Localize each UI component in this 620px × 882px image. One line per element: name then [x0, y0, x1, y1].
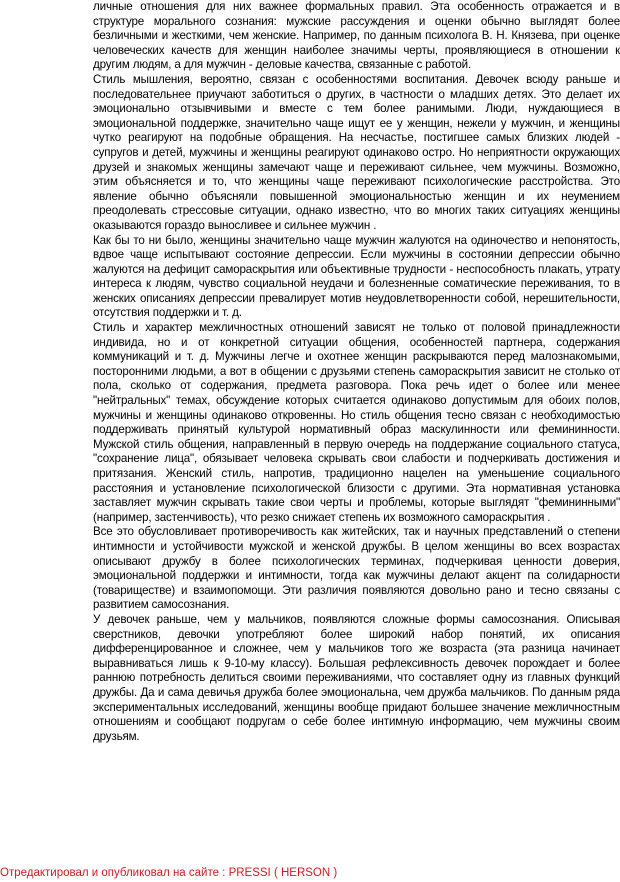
paragraph: Как бы то ни было, женщины значительно чаще мужчин жалуются на одиночество и непонятость, вдвое чаще испытывают состояние депрессии. Если мужчины в состоянии депрессии обычно жалуются на дефицит самораскрытия или объективные трудности - неспособность плакать, утрату интереса к людям, чувство социальной неудачи и болезненные соматические переживания, то в женских описаниях депрессии превалирует мотив неудовлетворенности собой, нерешительности, отсутствия поддержки и т. д.: [93, 233, 620, 320]
paragraph: Все это обусловливает противоречивость как житейских, так и научных представлений о степени интимности и устойчивости мужской и женской дружбы. В целом женщины во всех возрастах описывают дружбу в более психологических терминах, подчеркивая ценности доверия, эмоциональной поддержки и интимности, тогда как мужчины делают акцент па солидарности (товариществе) и взаимопомощи. Эти различия появляются довольно рано и тесно связаны с развитием самосознания.: [93, 525, 620, 612]
paragraph: личные отношения для них важнее формальных правил. Эта особенность отражается и в структуре морального сознания: мужские рассуждения и оценки обычно выглядят более безличными и жесткими, чем женские. Например, по данным психолога В. Н. Князева, при оценке человеческих качеств для женщин наиболее значимы черты, проявляющиеся в отношении к другим людям, а для мужчин - деловые качества, связанные с работой.: [93, 0, 620, 72]
paragraph: У девочек раньше, чем у мальчиков, появляются сложные формы самосознания. Описывая сверстников, девочки употребляют более широкий набор понятий, их описания дифференцированное и сложнее, чем у мальчиков того же возраста (эта разница начинает выравниваться лишь к 9-10-му классу). Большая рефлексивность девочек порождает и более раннюю потребность делиться своими переживаниями, что составляет одну из главных функций дружбы. Да и сама девичья дружба более эмоциональна, чем дружба мальчиков. По данным ряда экспериментальных исследований, женщины вообще придают большее значение межличностным отношениям и сообщают подругам о себе более интимную информацию, чем мужчины своим друзьям.: [93, 612, 620, 743]
paragraph: Стиль мышления, вероятно, связан с особенностями воспитания. Девочек всюду раньше и последовательнее приучают заботиться о других, в частности о младших детях. Это делает их эмоционально отзывчивыми и вместе с тем более ранимыми. Люди, нуждающиеся в эмоциональной поддержке, значительно чаще ищут ее у женщин, нежели у мужчин, и женщины чутко реагируют на подобные обращения. На несчастье, постигшее самых близких людей - супругов и детей, мужчины и женщины реагируют одинаково остро. Но неприятности окружающих друзей и знакомых женщины замечают чаще и переживают сильнее, чем мужчины. Возможно, этим объясняется и то, что женщины чаще переживают психологические расстройства. Это явление обычно объясняли повышенной эмоциональностью женщин и их неумением преодолевать стрессовые ситуации, однако известно, что во многих таких ситуациях женщины оказываются гораздо выносливее и сильнее мужчин .: [93, 72, 620, 232]
footer-credit: Отредактировал и опубликовал на сайте : PRESSI ( HERSON ): [0, 867, 338, 879]
paragraph: Стиль и характер межличностных отношений зависят не только от половой принадлежности индивида, но и от конкретной ситуации общения, особенностей партнера, содержания коммуникаций и т. д. Мужчины легче и охотнее женщин раскрываются перед малознакомыми, посторонними людьми, а вот в общении с друзьями степень самораскрытия зависит не столько от пола, сколько от содержания, предмета разговора. Пока речь идет о более или менее "нейтральных" темах, обсуждение которых считается одинаково допустимым для обоих полов, мужчины и женщины одинаково откровенны. Но стиль общения тесно связан с необходимостью поддерживать принятый культурой нормативный образ маскулинности или фемининности. Мужской стиль общения, направленный в первую очередь на поддержание социального статуса, "сохранение лица", обязывает человека скрывать свои слабости и подчеркивать достижения и притязания. Женский стиль, напротив, традиционно нацелен на уменьшение социального расстояния и установление психологической близости с другими. Эта нормативная установка заставляет мужчин скрывать такие свои черты и проблемы, которые выглядят "фемининными" (например, застенчивость), что резко снижает степень их возможного самораскрытия .: [93, 321, 620, 524]
document-body: [93, 0, 620, 744]
